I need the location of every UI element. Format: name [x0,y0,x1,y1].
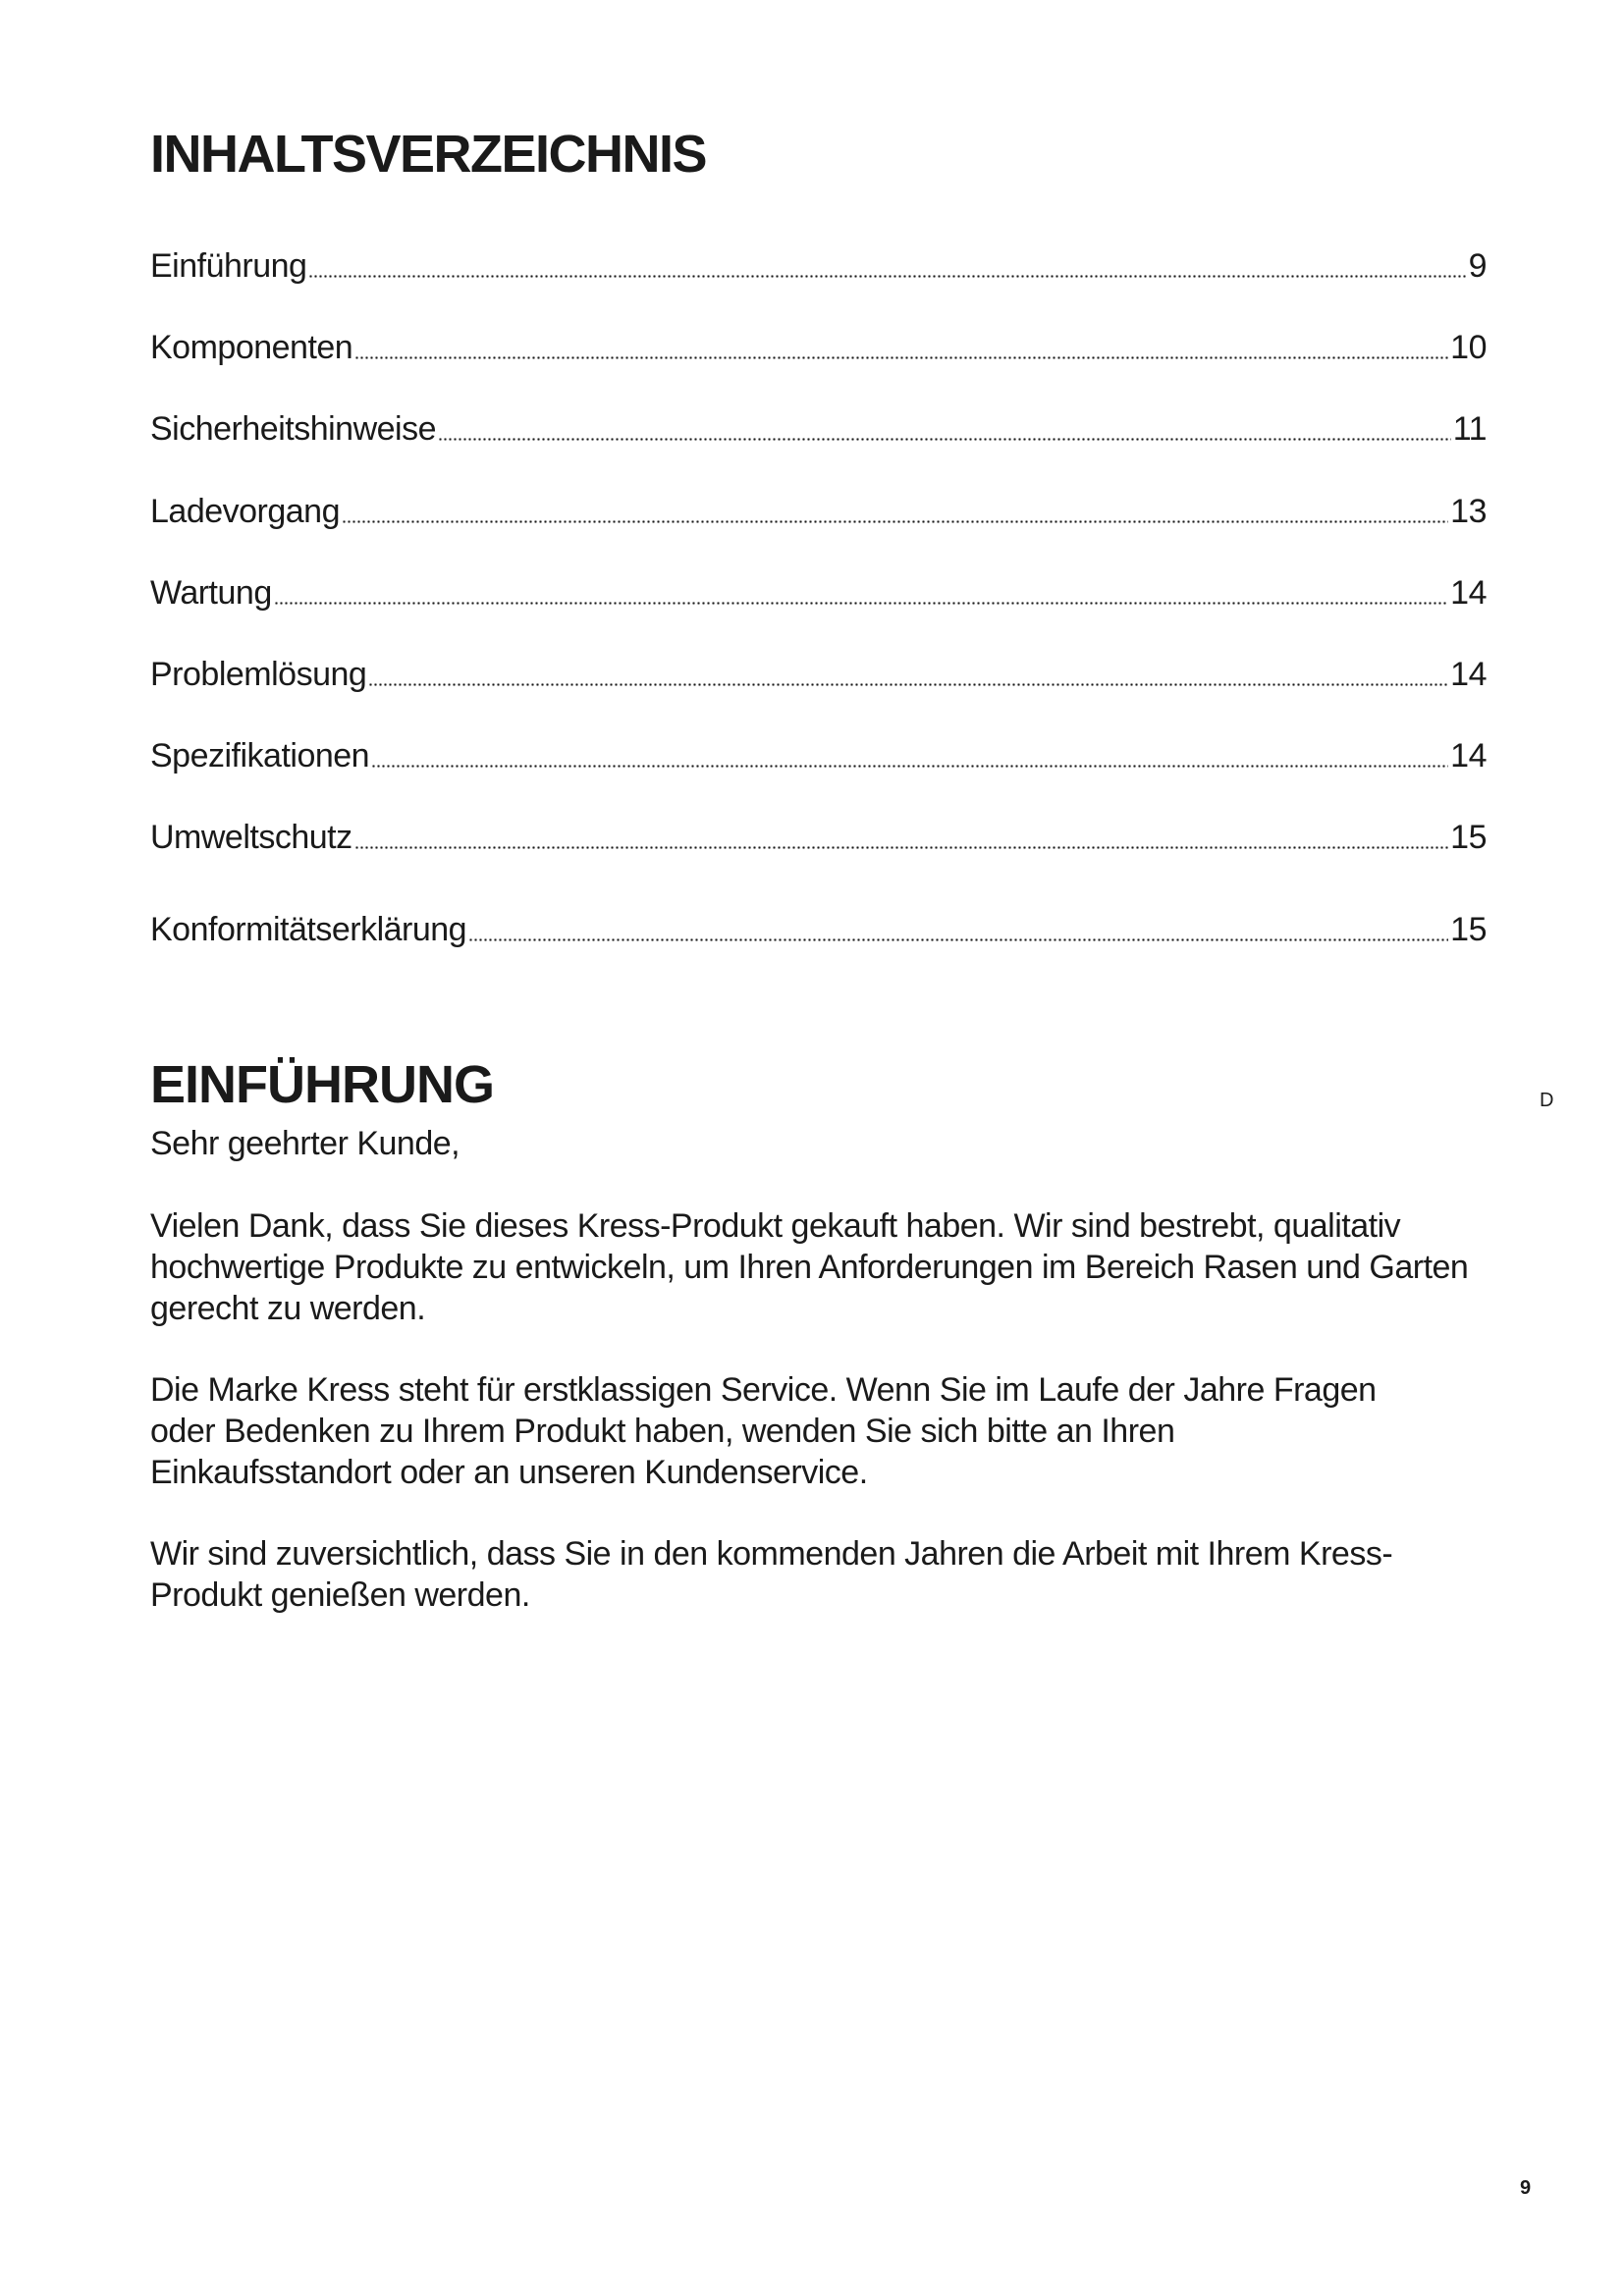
toc-entry-page: 15 [1450,819,1487,856]
intro-heading: EINFÜHRUNG [150,1055,494,1114]
intro-paragraph: Vielen Dank, dass Sie dieses Kress-Produkt gekauft haben. Wir sind bestrebt, qualitativ hochwertige Produkte zu entwickeln, um Ihren Anforderungen im Bereich Rasen und Garten gerecht zu werden. [150,1207,1469,1327]
toc-entry-label: Problemlösung [150,656,367,693]
toc-entry-label: Wartung [150,574,272,612]
toc-entry-label: Umweltschutz [150,819,352,856]
intro-paragraph: Wir sind zuversichtlich, dass Sie in den kommenden Jahren die Arbeit mit Ihrem Kress-Produkt genießen werden. [150,1535,1393,1614]
toc-dot-leader [308,275,1466,278]
toc-entry[interactable] [150,907,1487,946]
toc-entry-page: 11 [1452,410,1487,448]
toc-entry[interactable] [150,570,1487,610]
toc-entry-page: 14 [1450,737,1487,774]
toc-entry-page: 13 [1450,493,1487,530]
toc-entry-page: 15 [1450,911,1487,948]
toc-entry[interactable] [150,815,1487,854]
toc-entry[interactable] [150,652,1487,691]
toc-entry[interactable] [150,325,1487,364]
toc-dot-leader [354,846,1449,849]
toc-entry-label: Ladevorgang [150,493,341,530]
toc-entry-page: 9 [1468,247,1487,285]
toc-dot-leader [468,938,1448,941]
page-number: 9 [1520,2177,1532,2199]
toc-entry-page: 14 [1450,574,1487,612]
toc-entry[interactable] [150,489,1487,528]
toc-entry-page: 10 [1450,329,1487,366]
intro-paragraph: Die Marke Kress steht für erstklassigen Service. Wenn Sie im Laufe der Jahre Fragen oder Bedenken zu Ihrem Produkt haben, wenden Sie sich bitte an Ihren Einkaufsstandort oder an unseren Kundenservice. [150,1371,1377,1491]
intro-salutation: Sehr geehrter Kunde, [150,1125,460,1162]
toc-entry-label: Konformitätserklärung [150,911,467,948]
toc-dot-leader [342,520,1448,523]
toc-entry[interactable] [150,243,1487,283]
toc-dot-leader [274,602,1448,605]
toc-entry-label: Spezifikationen [150,737,370,774]
language-marker: D [1540,1090,1554,1111]
toc-entry[interactable] [150,406,1487,446]
toc-entry-label: Einführung [150,247,307,285]
toc-heading: INHALTSVERZEICHNIS [150,125,707,184]
toc-entry-label: Sicherheitshinweise [150,410,436,448]
toc-dot-leader [438,438,1451,441]
toc-entry-page: 14 [1450,656,1487,693]
toc-dot-leader [368,683,1448,686]
toc-dot-leader [371,765,1448,768]
toc-dot-leader [354,356,1448,359]
toc-entry[interactable] [150,733,1487,773]
toc-entry-label: Komponenten [150,329,353,366]
